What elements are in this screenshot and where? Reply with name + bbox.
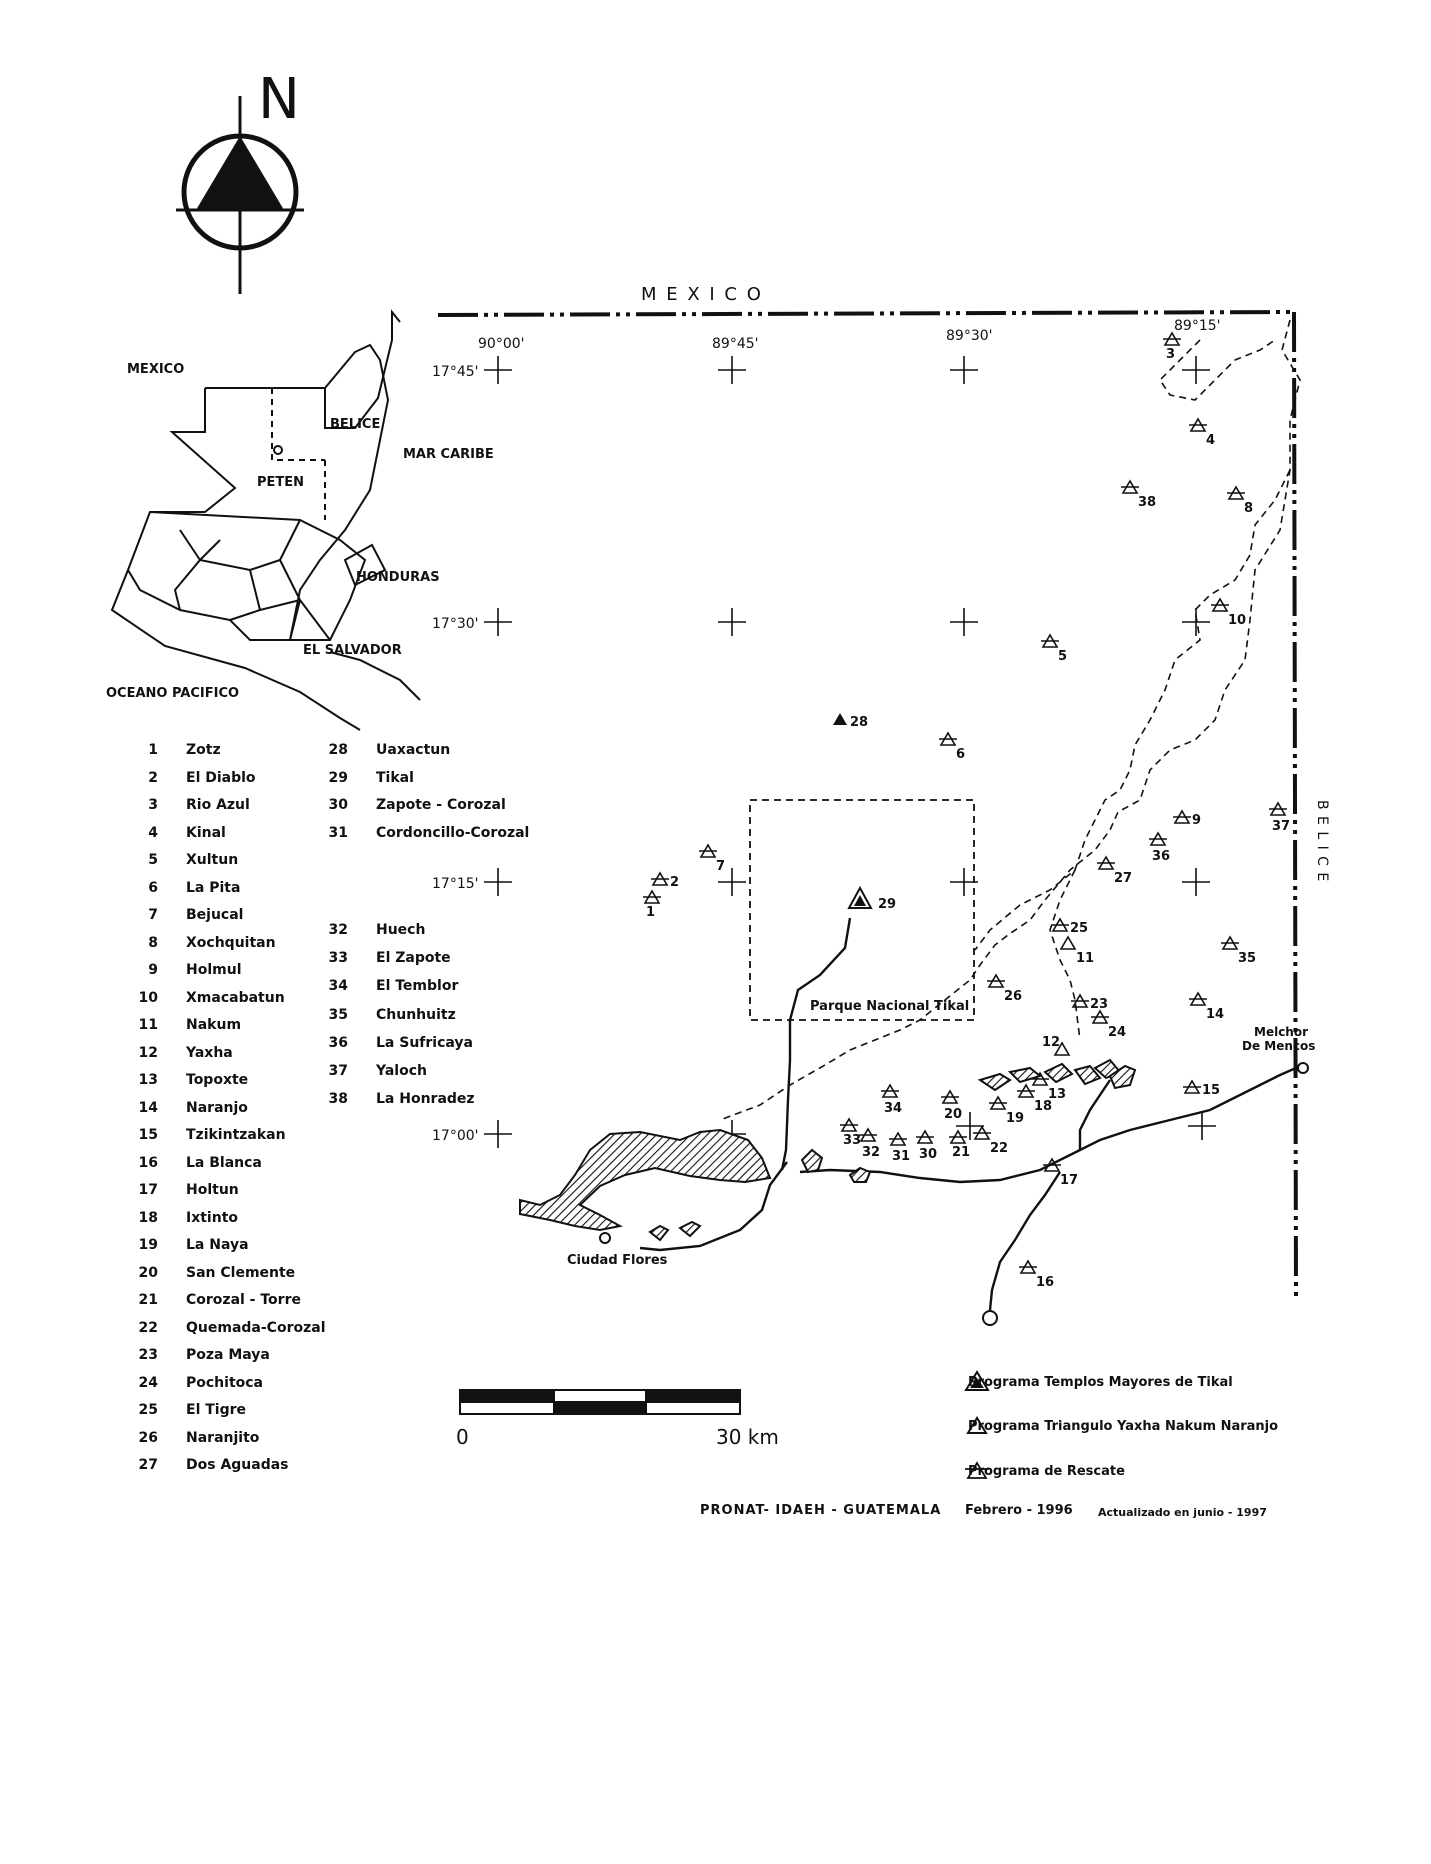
legend-row [112, 880, 240, 896]
site-marker [916, 1131, 937, 1162]
legend-number: 15 [138, 1127, 158, 1143]
legend-number: 12 [138, 1044, 158, 1061]
site-number-label: 12 [1042, 1035, 1061, 1050]
site-number-label: 5 [1058, 649, 1068, 664]
legend-number: 22 [138, 1319, 158, 1336]
legend-site-name: Poza Maya [186, 1347, 270, 1363]
site-marker [699, 845, 725, 874]
legend-row [112, 1100, 248, 1116]
site-number-label: 14 [1206, 1007, 1225, 1022]
legend-row [112, 1237, 249, 1253]
site-number-label: 23 [1090, 997, 1109, 1012]
legend-number: 38 [328, 1091, 348, 1108]
legend-site-name: Naranjito [186, 1429, 260, 1446]
site-number-label: 34 [884, 1101, 903, 1116]
site-number-label: 36 [1152, 849, 1171, 864]
coordinate-grid [484, 356, 1216, 1148]
site-number-label: 25 [1070, 921, 1089, 936]
legend-row [112, 1292, 301, 1308]
site-number-label: 38 [1138, 495, 1157, 510]
legend-row [112, 1072, 248, 1088]
legend-row [112, 1182, 239, 1198]
site-number-label: 3 [1166, 347, 1176, 362]
legend-site-name: Tikal [376, 769, 414, 786]
flores-marker [600, 1233, 610, 1243]
lake-peten-itza [520, 1060, 1135, 1240]
site-number-label: 17 [1060, 1173, 1079, 1188]
site-marker [1091, 1011, 1126, 1040]
site-marker [1173, 811, 1201, 828]
legend-site-name: El Zapote [376, 950, 451, 967]
footer-org: PRONAT- IDAEH - GUATEMALA [700, 1503, 942, 1518]
legend-number: 34 [328, 978, 348, 995]
site-marker [859, 1129, 880, 1160]
legend-number: 36 [328, 1034, 348, 1051]
legend-site-name: Corozal - Torre [186, 1292, 301, 1308]
legend-row [112, 1155, 262, 1171]
site-number-label: 31 [892, 1149, 911, 1164]
program-label: Programa Templos Mayores de Tikal [968, 1375, 1233, 1390]
legend-number: 37 [328, 1063, 348, 1079]
legend-number: 35 [328, 1006, 348, 1023]
legend-number: 27 [138, 1457, 158, 1473]
legend-number: 11 [138, 1017, 158, 1033]
legend-number: 13 [138, 1072, 158, 1088]
site-marker [1097, 857, 1132, 886]
legend-site-name: Zotz [186, 742, 221, 758]
legend-row [112, 1017, 241, 1033]
inset-mexico-label: MEXICO [127, 362, 185, 377]
legend-row [302, 770, 414, 786]
legend-site-name: Topoxte [186, 1072, 249, 1088]
legend-site-name: La Sufricaya [376, 1034, 473, 1051]
site-marker [1051, 919, 1088, 936]
site-marker [1183, 1081, 1220, 1098]
site-number-label: 19 [1006, 1111, 1025, 1126]
legend-number: 20 [138, 1264, 158, 1281]
legend-site-name: Holtun [186, 1182, 239, 1198]
site-marker [989, 1097, 1024, 1126]
legend-row [112, 1402, 246, 1418]
legend-row [302, 1007, 456, 1023]
site-marker [1227, 487, 1253, 516]
site-number-label: 29 [878, 897, 897, 912]
legend-site-name: Bejucal [186, 907, 244, 923]
legend-number: 25 [138, 1402, 158, 1418]
latitude-label: 17°15' [432, 876, 479, 892]
site-marker [1189, 993, 1224, 1022]
legend-row [302, 742, 450, 758]
site-number-label: 11 [1076, 951, 1095, 966]
mexico-border-label: M E X I C O [641, 284, 763, 305]
legend-row [112, 1375, 263, 1391]
legend-row [112, 770, 256, 786]
inset-honduras-label: HONDURAS [356, 570, 440, 585]
legend-site-name: Cordoncillo-Corozal [376, 824, 530, 841]
legend-number: 6 [148, 879, 158, 896]
site-number-label: 32 [862, 1145, 881, 1160]
legend-number: 31 [328, 824, 348, 841]
legend-site-name: La Honradez [376, 1091, 475, 1108]
site-marker [949, 1131, 970, 1160]
legend-site-name: Holmul [186, 962, 242, 978]
site-marker [939, 733, 965, 762]
legend-number: 18 [138, 1209, 158, 1226]
inset-belice-label: BELICE [330, 417, 381, 432]
site-marker [889, 1133, 910, 1164]
longitude-label: 90°00' [478, 336, 525, 352]
site-number-label: 16 [1036, 1275, 1055, 1290]
legend-number: 4 [148, 824, 158, 841]
longitude-label: 89°45' [712, 336, 759, 352]
legend-site-name: La Naya [186, 1237, 249, 1253]
legend-number: 9 [148, 962, 158, 978]
legend-row [302, 825, 529, 841]
site-marker [1149, 833, 1170, 864]
legend-site-name: La Blanca [186, 1154, 262, 1171]
legend-row [302, 1091, 475, 1107]
site-number-label: 20 [944, 1107, 963, 1122]
legend-row [112, 990, 285, 1006]
site-marker [1042, 1035, 1069, 1055]
latitude-label: 17°45' [432, 364, 479, 380]
legend-site-name: El Temblor [376, 978, 459, 995]
road-lines [640, 918, 1296, 1310]
site-number-label: 6 [956, 747, 966, 762]
tikal-park-boundary [750, 800, 974, 1020]
legend-row [112, 962, 242, 978]
site-marker [1043, 1159, 1078, 1188]
inset-el-salvador-label: EL SALVADOR [303, 643, 402, 658]
site-number-label: 13 [1048, 1087, 1067, 1102]
latitude-label: 17°00' [432, 1128, 479, 1144]
legend-row [112, 1127, 286, 1143]
legend-site-name: Naranjo [186, 1099, 248, 1116]
legend-row [112, 907, 243, 923]
lake-marker [983, 1311, 997, 1325]
legend-site-name: Chunhuitz [376, 1006, 456, 1023]
legend-number: 24 [138, 1374, 158, 1391]
legend-row [302, 1063, 427, 1079]
north-label: N [258, 67, 300, 132]
legend-site-name: Uaxactun [376, 742, 451, 758]
legend-number: 3 [148, 797, 158, 813]
legend-number: 8 [148, 934, 158, 951]
site-marker [833, 713, 868, 730]
legend-site-name: Tzikintzakan [186, 1127, 286, 1143]
site-number-label: 33 [843, 1133, 862, 1148]
longitude-label: 89°30' [946, 328, 993, 344]
legend-row [302, 950, 451, 966]
mexico-border [438, 312, 1292, 315]
legend-site-name: El Tigre [186, 1402, 247, 1418]
site-marker [1017, 1085, 1052, 1114]
legend-row [112, 1347, 270, 1363]
scale-start-label: 0 [456, 1425, 469, 1449]
site-marker [881, 1085, 902, 1116]
site-marker [1121, 481, 1156, 510]
site-marker [651, 873, 679, 890]
legend-row [112, 852, 238, 868]
melchor-marker [1298, 1063, 1308, 1073]
legend-number: 32 [328, 922, 348, 938]
legend-number: 30 [328, 797, 348, 813]
legend-row [302, 978, 458, 994]
legend-number: 21 [138, 1292, 158, 1308]
site-number-label: 10 [1228, 613, 1247, 628]
legend-site-name: Xochquitan [186, 934, 276, 951]
legend-number: 19 [138, 1237, 158, 1253]
legend-row [112, 1430, 259, 1446]
site-number-label: 21 [952, 1145, 971, 1160]
melchor-label: Melchor [1254, 1025, 1309, 1039]
legend-site-name: Kinal [186, 824, 226, 841]
site-number-label: 28 [850, 715, 869, 730]
legend-site-name: Nakum [186, 1017, 242, 1033]
legend-number: 14 [138, 1099, 158, 1116]
legend-number: 17 [138, 1182, 158, 1198]
legend-row [112, 797, 250, 813]
legend-number: 1 [148, 742, 158, 758]
flores-label: Ciudad Flores [567, 1253, 668, 1268]
site-number-label: 9 [1192, 813, 1202, 828]
scale-end-label: 30 km [716, 1425, 779, 1449]
latitude-label: 17°30' [432, 616, 479, 632]
legend-number: 26 [138, 1429, 158, 1446]
melchor-label: De Mencos [1242, 1039, 1316, 1053]
legend-site-name: Yaxha [186, 1044, 233, 1061]
site-marker [973, 1127, 1008, 1156]
legend-site-name: Rio Azul [186, 797, 250, 813]
program-label: Programa de Rescate [968, 1464, 1125, 1479]
legend-row [112, 1045, 233, 1061]
site-number-label: 26 [1004, 989, 1023, 1004]
legend-site-name: Xultun [186, 852, 239, 868]
scale-bar [460, 1390, 740, 1414]
site-number-label: 18 [1034, 1099, 1053, 1114]
legend-row [112, 935, 276, 951]
legend-number: 7 [148, 907, 158, 923]
site-number-label: 2 [670, 875, 680, 890]
site-marker [840, 1119, 861, 1148]
legend-number: 28 [328, 742, 348, 758]
legend-row [112, 1265, 295, 1281]
legend-row [112, 1210, 238, 1226]
belize-border [1294, 312, 1296, 1298]
site-marker [1221, 937, 1256, 966]
legend-number: 5 [148, 852, 158, 868]
legend-site-name: Yaloch [376, 1063, 427, 1079]
legend-number: 16 [138, 1154, 158, 1171]
legend-row [302, 1035, 473, 1051]
legend-row [302, 797, 506, 813]
site-marker [941, 1091, 962, 1122]
site-number-label: 22 [990, 1141, 1009, 1156]
legend-site-name: El Diablo [186, 769, 256, 786]
legend-site-name: Huech [376, 922, 426, 938]
longitude-label: 89°15' [1174, 318, 1221, 334]
legend-site-name: Ixtinto [186, 1209, 239, 1226]
site-number-label: 15 [1202, 1083, 1221, 1098]
site-marker [1041, 635, 1067, 664]
site-number-label: 7 [716, 859, 726, 874]
site-marker [643, 891, 661, 920]
legend-number: 2 [148, 769, 158, 786]
legend-site-name: Xmacabatun [186, 989, 285, 1006]
legend-number: 10 [138, 989, 158, 1006]
inset-oceano-label: OCEANO PACIFICO [106, 686, 240, 701]
site-marker [1019, 1261, 1054, 1290]
north-arrow-icon [176, 67, 304, 294]
inset-mar-caribe-label: MAR CARIBE [403, 447, 494, 462]
legend-site-name: La Pita [186, 879, 241, 896]
site-marker [1211, 599, 1246, 628]
site-number-label: 8 [1244, 501, 1254, 516]
site-number-label: 1 [646, 905, 656, 920]
legend-row [112, 825, 226, 841]
site-number-label: 4 [1206, 433, 1216, 448]
site-number-label: 35 [1238, 951, 1257, 966]
site-number-label: 24 [1108, 1025, 1127, 1040]
site-marker [849, 888, 896, 912]
legend-number: 33 [328, 950, 348, 967]
legend-number: 29 [328, 769, 348, 786]
site-number-label: 27 [1114, 871, 1133, 886]
park-label: Parque Nacional Tikal [810, 999, 970, 1014]
footer-updated: Actualizado en junio - 1997 [1098, 1506, 1267, 1519]
legend-row [112, 742, 221, 758]
footer-date: Febrero - 1996 [965, 1503, 1073, 1518]
legend-site-name: San Clemente [186, 1264, 296, 1281]
site-marker [1163, 333, 1181, 362]
legend-row [112, 1457, 289, 1473]
legend-site-name: Zapote - Corozal [376, 797, 506, 813]
site-number-label: 37 [1272, 819, 1291, 834]
belize-border-label: B E L I C E [1314, 800, 1330, 883]
site-marker [1061, 937, 1094, 966]
inset-peten-label: PETEN [257, 475, 305, 490]
legend-number: 23 [138, 1347, 158, 1363]
site-marker [1189, 419, 1215, 448]
site-number-label: 30 [919, 1147, 938, 1162]
legend-row [302, 922, 425, 938]
site-marker [987, 975, 1022, 1004]
legend-site-name: Pochitoca [186, 1374, 263, 1391]
legend-row [112, 1320, 326, 1336]
legend-site-name: Dos Aguadas [186, 1457, 289, 1473]
legend-site-name: Quemada-Corozal [186, 1319, 326, 1336]
site-marker [1269, 803, 1290, 834]
program-label: Programa Triangulo Yaxha Nakum Naranjo [968, 1419, 1279, 1434]
